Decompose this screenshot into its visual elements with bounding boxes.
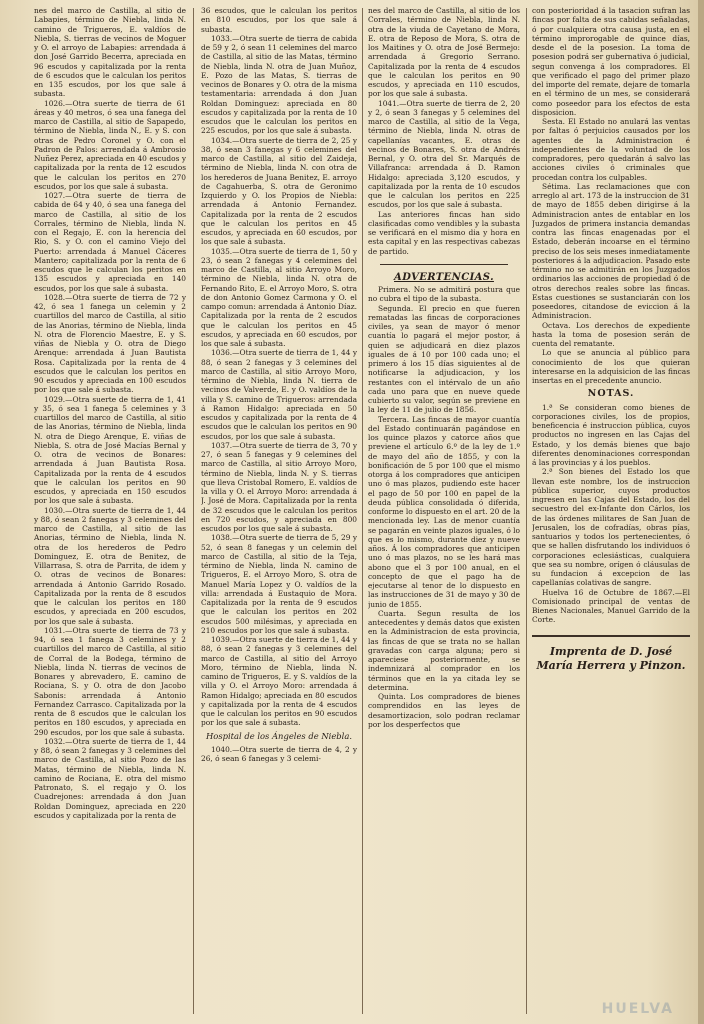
paragraph: 1038.—Otra suerte de tierra de 5, 29 y 52, ó sean 8 fanegas y un celemin del marco de Castilla, al sitio de la Teja, término de Niebla, linda N. camino de Trigueros, E. el Arroyo Moro, S. otra de Manuel María Lopez y O. valdíos de la villa: arrendada á Eustaquio de Mora. Capitalizada por la renta de 9 escudos que le calculan los peritos en 202 escudos 500 milésimas, y apreciada en 210 escudos por los que sale á subasta. bbox=[201, 533, 357, 635]
column-divider bbox=[362, 8, 363, 1014]
paragraph: 1026.—Otra suerte de tierra de 61 áreas y 40 metros, ó sea una fanega del marco de Castilla, al sitio de Sapapedo, término de Niebla, linda N., E. y S. con otras de Pedro Coronel y O. con el Padron de Palos: arrendada á Ambrosio Nuñez Perez, apreciada en 40 escudos y capitalizada por la renta de 12 escudos que le calculan los peritos en 270 escudos, por los que sale á subasta. bbox=[34, 98, 186, 191]
divider bbox=[380, 264, 508, 265]
column-1 bbox=[34, 6, 186, 1018]
paragraph: Tercera. Las fincas de mayor cuantía del Estado continuarán pagándose en los quince plazos y catorce años que previene el artículo 6.º de la ley de 1.º de mayo del año de 1855, y con la bonificación de 5 por 100 que el mismo otorga á los compradores que anticipen uno ó mas plazos, pudiendo este hacer el pago de 50 por 100 en papel de la deuda pública consolidada ó diferida, conforme lo dispuesto en el art. 20 de la mencionada ley. Las de menor cuantía se pagarán en veinte plazos iguales, ó lo que es lo mismo, durante diez y nueve años. Á los compradores que anticipen uno ó mas plazos, no se les hará mas abono que el 3 por 100 anual, en el concepto de que el pago ha de ejecutarse al tenor de lo dispuesto en las instrucciones de 31 de mayo y 30 de junio de 1855. bbox=[368, 414, 520, 609]
paragraph: nes del marco de Castilla, al sitio de los Corrales, término de Niebla, linda N. otra de la viuda de Cayetano de Mora, E. otra de Reposo de Mora, S. otra de los Maitines y O. otra de José Bermejo: arrendada á Gregorio Serrano. Capitalizada por la renta de 4 escudos que le calculan los peritos en 90 escudos, y apreciada en 110 escudos, por los que sale á subasta. bbox=[368, 6, 520, 99]
paragraph: 36 escudos, que le calculan los peritos en 810 escudos, por los que sale á subasta. bbox=[201, 6, 357, 34]
paragraph: 1040.—Otra suerte de tierra de 4, 2 y 26, ó sean 6 fanegas y 3 celemi- bbox=[201, 744, 357, 763]
paragraph: nes del marco de Castilla, al sitio de Labapies, término de Niebla, linda N. camino de Trigueros, E. valdíos de Niebla, S. tierras de vecinos de Moguer y O. el arroyo de Labapies: arrendada á don José Garrido Becerra, apreciada en 96 escudos y capitalizada por la renta de 6 escudos que le calculan los peritos en 135 escudos, por los que sale á subasta. bbox=[34, 6, 186, 99]
paragraph: 1030.—Otra suerte de tierra de 1, 44 y 88, ó sean 2 fanegas y 3 celemines del marco de Castilla, al sitio de las Anorias, término de Niebla, linda N. otra de los herederos de Pedro Dominguez, E. otra de Benitez, de Villarrasa, S. otra de Parrita, de idem y O. otras de vecinos de Bonares: arrendada á Antonio Garrido Rosado. Capitalizada por la renta de 8 escudos que le calculan los peritos en 180 escudos, y apreciada en 200 escudos, por los que sale á subasta. bbox=[34, 505, 186, 626]
paragraph: Cuarta. Segun resulta de los antecedentes y demás datos que existen en la Administracion de esta provincia, las fincas de que se trata no se hallan gravadas con carga alguna; pero si apareciese posteriormente, se indemnizará al comprador en los términos que en la ya citada ley se determina. bbox=[368, 608, 520, 692]
paragraph: Primera. No se admitirá postura que no cubra el tipo de la subasta. bbox=[368, 285, 520, 304]
paragraph: 1029.—Otra suerte de tierra de 1, 41 y 35, ó sea 1 fanega 5 celemines y 3 cuartillos del marco de Castilla, al sitio de las Anorias, término de Niebla, linda N. otra de Diego Arenque, E. viñas de Niebla, S. otra de José Macías Bernal y O. otra de vecinos de Bonares: arrendada á Juan Bautista Rosa. Capitalizada por la renta de 4 escudos que le calculan los peritos en 90 escudos, y apreciada en 150 escudos por los que sale á subasta. bbox=[34, 394, 186, 506]
paragraph: Las anteriores fincas han sido clasificadas como vendibles y la subasta se verificará en el mismo dia y hora en esta capital y en las respectivas cabezas de partido. bbox=[368, 209, 520, 256]
paragraph: 1041.—Otra suerte de tierra de 2, 20 y 2, ó sean 3 fanegas y 5 celemines del marco de Castilla, al sitio de la Vega, término de Niebla, linda N. otras de capellanías vacantes, E. otras de vecinos de Bonares, S. otra de Andrés Bernal, y O. otra del Sr. Marqués de Villafranca: arrendada á D. Ramon Hidalgo: apreciada 3,120 escudos, y capitalizada por la renta de 10 escudos que le calculan los peritos en 225 escudos, por los que sale á subasta. bbox=[368, 98, 520, 210]
paragraph: 1034.—Otra suerte de tierra de 2, 25 y 38, ó sean 3 fanegas y 6 celemines del marco de Castilla, al sitio del Zaideja, término de Niebla, linda N. con otra de los herederos de Juana Benitez, E. arroyo de Cagahuerba, S. otra de Geronimo Izquierdo y O. los Propios de Niebla: arrendada á Antonio Fernandez. Capitalizada por la renta de 2 escudos que le calculan los peritos en 45 escudos, y apreciada en 60 escudos, por los que sale á subasta. bbox=[201, 135, 357, 247]
paragraph: 1033.—Otra suerte de tierra de cabida de 59 y 2, ó sean 11 celemines del marco de Castilla, al sitio de las Matas, término de Niebla, linda N. otra de Juan Muñoz, E. Pozo de las Matas, S. tierras de vecinos de Bonares y O. otra de la misma testamentaria: arrendada á don Juan Roldan Dominguez: apreciada en 80 escudos y capitalizada por la renta de 10 escudos que le calculan los peritos en 225 escudos, por los que sale á subasta. bbox=[201, 33, 357, 136]
paragraph: 1035.—Otra suerte de tierra de 1, 50 y 23, ó sean 2 fanegas y 4 celemines del marco de Castilla, al sitio Arroyo Moro, término de Niebla, linda N. otra de Fernando Rito, E. el Arroyo Moro, S. otra de don Antonio Gomez Carmona y O. el campo comun: arrendada á Antonio Díaz. Capitalizada por la renta de 2 escudos que le calculan los peritos en 45 escudos, y apreciada en 60 escudos, por los que sale á subasta. bbox=[201, 246, 357, 348]
paragraph: Lo que se anuncia al público para conocimiento de los que quieran interesarse en la adquisicion de las fincas insertas en el precedente anuncio. bbox=[532, 348, 690, 385]
paragraph: 1037.—Otra suerte de tierra de 3, 70 y 27, ó sean 5 fanegas y 9 celemines del marco de Castilla, al sitio Arroyo Moro, término de Niebla, linda N. y S. tierras que lleva Cristobal Romero, E. valdíos de la villa y O. el Arroyo Moro: arrendada á J. José de Mora. Capitalizada por la renta de 32 escudos que le calculan los peritos en 720 escudos, y apreciada en 800 escudos por los que sale á subasta. bbox=[201, 440, 357, 533]
paragraph: Sétima. Las reclamaciones que con arreglo al art. 173 de la instruccion de 31 de mayo de 1855 deben dirigirse á la Administracion antes de entablar en los Juzgados de primera instancia demandas contra las fincas enagenadas por el Estado, deberán incoarse en el término preciso de los seis meses inmediatamente posteriores á la adjudicacion. Pasado este término no se admitirán en los Juzgados ordinarios las acciones de propiedad ó de otros derechos reales sobre las fincas. Estas cuestiones se sustanciarán con los poseedores, citandose de eviccion á la Administracion. bbox=[532, 181, 690, 321]
watermark: HUELVA bbox=[601, 1001, 674, 1017]
column-4 bbox=[532, 6, 690, 1018]
paragraph: 1039.—Otra suerte de tierra de 1, 44 y 88, ó sean 2 fanegas y 3 celemines del marco de Castilla, al sitio del Arroyo Moro, término de Niebla, linda N. camino de Trigueros, E. y S. valdíos de la villa y O. el Arroyo Moro: arrendada á Ramon Hidalgo; apreciada en 80 escudos y capitalizada por la renta de 4 escudos que le calculan los peritos en 90 escudos por los que sale á subasta. bbox=[201, 635, 357, 728]
paragraph: 2.ª Son bienes del Estado los que llevan este nombre, los de instruccion pública superior, cuyos productos ingresen en las Cajas del Estado, los del secuestro del ex-Infante don Cárlos, los de las órdenes militares de San Juan de Jerusalen, los de cofradías, obras pías, santuarios y todos los pertenecientes, ó que se hallen disfrutando los individuos ó corporaciones eclesiásticas, cualquiera que sea su nombre, orígen ó cláusulas de su fundacion á excepcion de las capellanías colativas de sangre. bbox=[532, 467, 690, 588]
paragraph: Octava. Los derechos de expediente hasta la toma de posesion serán de cuenta del rematante. bbox=[532, 320, 690, 348]
paragraph: 1.ª Se consideran como bienes de corporaciones civiles, los de propios, beneficencia é instruccion pública, cuyos productos no ingresen en las Cajas del Estado, y los demás bienes que bajo diferentes denominaciones correspondan á las provincias y á los pueblos. bbox=[532, 402, 690, 467]
paragraph: Segunda. El precio en que fueren rematadas las fincas de corporaciones civiles, ya sean de mayor ó menor cuantía lo pagará el mejor postor, á quien se adjudicará en diez plazos iguales de á 10 por 100 cada uno; el primero á los 15 días siguientes al de notificarse la adjudicacion, y los restantes con el intérvalo de un año cada uno para que en nueve quede cubierto su valor, según se previene en la ley de 11 de julio de 1856. bbox=[368, 303, 520, 415]
section-caption: Hospital de los Ángeles de Niebla. bbox=[205, 730, 353, 741]
notas-heading: NOTAS. bbox=[587, 388, 635, 400]
divider bbox=[532, 635, 690, 637]
paragraph: 1036.—Otra suerte de tierra de 1, 44 y 88, ó sean 2 fanegas y 3 celemines del marco de Castilla, al sitio Arroyo Moro, término de Niebla, linda N. tierra de vecinos de Valverde, E. y O. valdíos de la villa y S. camino de Trigueros: arrendada á Ramon Hidalgo: apreciada en 50 escudos y capitalizada por la renta de 4 escudos que le calculan los peritos en 90 escudos, por los que sale á subasta. bbox=[201, 348, 357, 441]
imprint: Imprenta de D. José María Herrera y Pinzon. bbox=[536, 644, 686, 672]
paragraph: 1032.—Otra suerte de tierra de 1, 44 y 88, ó sean 2 fanegas y 3 celemines del marco de Castilla, al sitio Pozo de las Matas, término de Niebla, linda N. camino de Rociana, E. otra del mismo Patronato, S. el regajo y O. los Cuadrejones: arrendada á don Juan Roldan Dominguez, apreciada en 220 escudos y capitalizada por la renta de bbox=[34, 736, 186, 820]
column-3 bbox=[368, 6, 520, 1018]
signature: Huelva 16 de Octubre de 1867.—El Comisionado principal de ventas de Bienes Nacionales, Manuel Garrido de la Corte. bbox=[532, 587, 690, 625]
column-2 bbox=[201, 6, 357, 1018]
paragraph: 1028.—Otra suerte de tierra de 72 y 42, ó sea 1 fanega un celemin y 2 cuartillos del marco de Castilla, al sitio de las Anorias, término de Niebla, linda N. otra de Florencio Maestre, E. y S. viñas de Niebla y O. otra de Diego Arenque: arrendada á Juan Bautista Rosa. Capitalizada por la renta de 4 escudos que le calculan los peritos en 90 escudos y apreciada en 100 escudos por los que sale á subasta. bbox=[34, 292, 186, 395]
column-divider bbox=[193, 8, 194, 1014]
paragraph: Sesta. El Estado no anulará las ventas por faltas ó perjuicios causados por los agentes de la Administracion é independientes de la voluntad de los compradores, pero quedarán á salvo las acciones civiles ó criminales que procedan contra los culpables. bbox=[532, 117, 690, 182]
column-divider bbox=[526, 8, 527, 1014]
paragraph: con posterioridad á la tasacion sufran las fincas por falta de sus cabidas señaladas, ó por cualquiera otra causa justa, en el término improrogable de quince días, desde el de la posesion. La toma de posesion podrá ser gubernativa ó judicial, segun convenga á los compradores. El que verificado el pago del primer plazo del importe del remate, dejare de tomarla en el término de un mes, se considerará como poseedor para los efectos de esta disposicion. bbox=[532, 6, 690, 117]
advertencias-heading: ADVERTENCIAS. bbox=[394, 271, 494, 283]
paragraph: Quinta. Los compradores de bienes comprendidos en las leyes de desamortizacion, solo podran reclamar por los desperfectos que bbox=[368, 692, 520, 729]
paragraph: 1031.—Otra suerte de tierra de 73 y 94, ó sea 1 fanega 3 celemines y 2 cuartillos del marco de Castilla, al sitio de Corral de la Bodega, término de Niebla, linda N. tierras de vecinos de Bonares y abrevadero, E. camino de Rociana, S. y O. otra de don Jacobo Sabonis: arrendada á Antonio Fernandez Carrasco. Capitalizada por la renta de 8 escudos que le calculan los peritos en 180 escudos, y apreciada en 290 escudos, por los que sale á subasta. bbox=[34, 625, 186, 737]
page-edge bbox=[698, 0, 704, 1024]
paragraph: 1027.—Otra suerte de tierra de cabida de 64 y 40, ó sea una fanega del marco de Castilla, al sitio de los Corrales, término de Niebla, linda N. con el Regajo, E. con la herencia del Rio, S. y O. con el camino Viejo del Puerto: arrendada á Manuel Cáceres Mantero; capitalizada por la renta de 6 escudos que le calculan los peritos en 135 escudos y apreciada en 140 escudos, por los que sale á subasta. bbox=[34, 191, 186, 293]
